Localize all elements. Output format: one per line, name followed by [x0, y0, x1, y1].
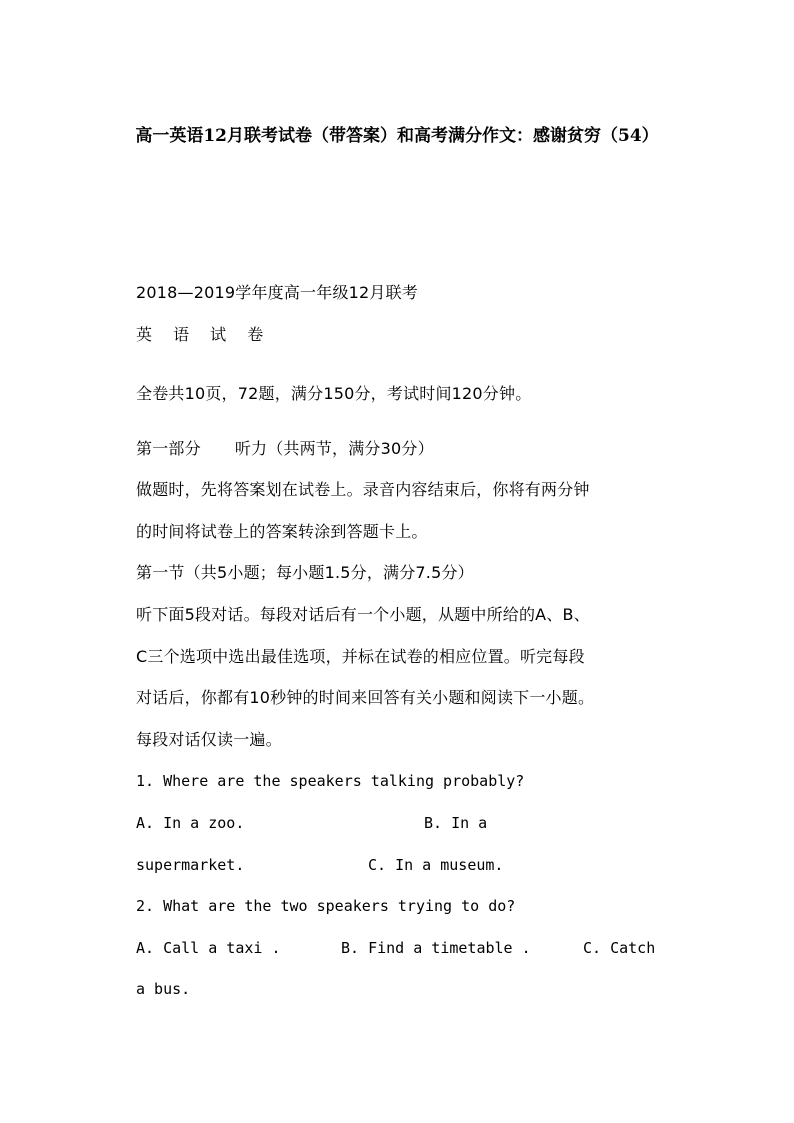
option-b-continued: supermarket.	[136, 855, 245, 874]
section1-instruction-line: 对话后，你都有10秒钟的时间来回答有关小题和阅读下一小题。	[136, 688, 595, 708]
section1-instruction-line: 每段对话仅读一遍。	[136, 729, 282, 749]
subject-title: 英 语 试 卷	[136, 324, 272, 344]
exam-content	[136, 282, 676, 1020]
part1-heading-right: 听力（共两节，满分30分）	[234, 438, 434, 458]
section1-instruction-line: C三个选项中选出最佳选项，并标在试卷的相应位置。听完每段	[136, 646, 585, 666]
part1-heading-left: 第一部分	[136, 438, 201, 458]
question-options	[136, 854, 676, 896]
option-c: C. In a museum.	[368, 855, 504, 874]
question-stem: 1. Where are the speakers talking probably?	[136, 772, 525, 791]
option-c: C. Catch	[583, 938, 656, 957]
question-stem: 2. What are the two speakers trying to do?	[136, 897, 516, 916]
option-b: B. In a	[424, 813, 488, 832]
exam-summary: 全卷共10页，72题，满分150分，考试时间120分钟。	[136, 383, 532, 403]
option-a: A. In a zoo.	[136, 813, 245, 832]
question-options	[136, 937, 676, 979]
option-b: B. Find a timetable .	[341, 938, 531, 957]
option-a: A. Call a taxi .	[136, 938, 281, 957]
page-title: 高一英语12月联考试卷（带答案）和高考满分作文：感谢贫穷（54）	[135, 126, 659, 146]
question-options	[136, 812, 676, 854]
part1-instruction-line: 做题时，先将答案划在试卷上。录音内容结束后，你将有两分钟	[136, 480, 590, 500]
exam-header: 2018—2019学年度高一年级12月联考	[136, 283, 418, 302]
section1-heading: 第一节（共5小题；每小题1.5分，满分7.5分）	[136, 563, 474, 583]
part1-instruction-line: 的时间将试卷上的答案转涂到答题卡上。	[136, 521, 428, 541]
option-c-continued: a bus.	[136, 980, 191, 999]
section1-instruction-line: 听下面5段对话。每段对话后有一个小题，从题中所给的A、B、	[136, 604, 590, 624]
part1-heading	[136, 438, 676, 480]
